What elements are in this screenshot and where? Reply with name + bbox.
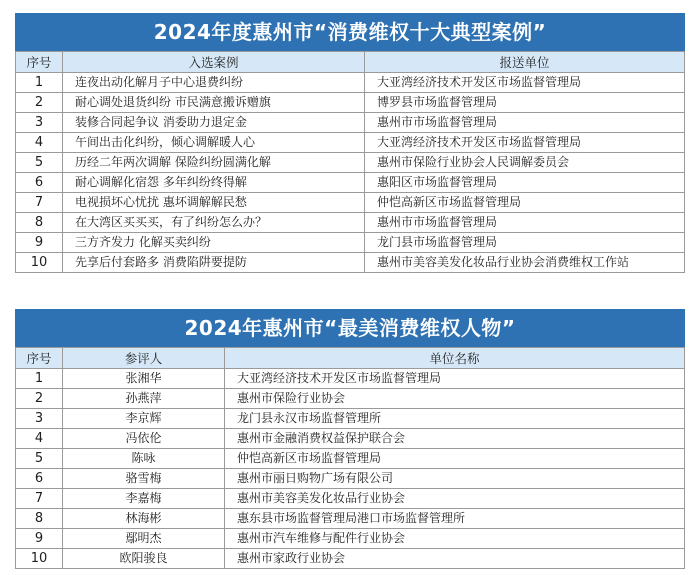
row-index: 4 <box>16 133 63 153</box>
table-row <box>16 133 685 153</box>
case-title: 装修合同起争议 消委助力退定金 <box>63 113 365 133</box>
case-title: 午间出击化纠纷，倾心调解暖人心 <box>63 133 365 153</box>
row-index: 8 <box>16 213 63 233</box>
row-index: 7 <box>16 193 63 213</box>
cases-section <box>15 13 685 273</box>
reporting-unit: 龙门县市场监督管理局 <box>365 233 685 253</box>
organization-name: 惠州市美容美发化妆品行业协会 <box>225 489 685 509</box>
organization-name: 惠州市家政行业协会 <box>225 549 685 569</box>
persons-table-title: 2024年惠州市“最美消费维权人物” <box>15 309 685 347</box>
case-title: 连夜出动化解月子中心退费纠纷 <box>63 73 365 93</box>
table-row <box>16 489 685 509</box>
organization-name: 惠州市汽车维修与配件行业协会 <box>225 529 685 549</box>
row-index: 9 <box>16 529 63 549</box>
reporting-unit: 惠州市美容美发化妆品行业协会消费维权工作站 <box>365 253 685 273</box>
reporting-unit: 惠阳区市场监督管理局 <box>365 173 685 193</box>
row-index: 3 <box>16 113 63 133</box>
row-index: 10 <box>16 253 63 273</box>
person-name: 李京辉 <box>63 409 225 429</box>
case-title: 先享后付套路多 消费陷阱要提防 <box>63 253 365 273</box>
table-row <box>16 73 685 93</box>
person-name: 骆雪梅 <box>63 469 225 489</box>
col-header-index: 序号 <box>16 52 63 73</box>
table-row <box>16 193 685 213</box>
row-index: 2 <box>16 93 63 113</box>
reporting-unit: 惠州市市场监督管理局 <box>365 213 685 233</box>
case-title: 三方齐发力 化解买卖纠纷 <box>63 233 365 253</box>
reporting-unit: 惠州市保险行业协会人民调解委员会 <box>365 153 685 173</box>
organization-name: 惠州市金融消费权益保护联合会 <box>225 429 685 449</box>
organization-name: 惠东县市场监督管理局港口市场监督管理所 <box>225 509 685 529</box>
table-row <box>16 213 685 233</box>
case-title: 耐心调解化宿怨 多年纠纷终得解 <box>63 173 365 193</box>
table-row <box>16 369 685 389</box>
organization-name: 大亚湾经济技术开发区市场监督管理局 <box>225 369 685 389</box>
person-name: 冯依伦 <box>63 429 225 449</box>
reporting-unit: 大亚湾经济技术开发区市场监督管理局 <box>365 73 685 93</box>
table-row <box>16 529 685 549</box>
person-name: 欧阳骏良 <box>63 549 225 569</box>
col-header-person: 参评人 <box>63 348 225 369</box>
row-index: 4 <box>16 429 63 449</box>
table-row <box>16 113 685 133</box>
row-index: 5 <box>16 153 63 173</box>
table-row <box>16 153 685 173</box>
col-header-case: 入选案例 <box>63 52 365 73</box>
reporting-unit: 仲恺高新区市场监督管理局 <box>365 193 685 213</box>
row-index: 7 <box>16 489 63 509</box>
row-index: 1 <box>16 73 63 93</box>
row-index: 5 <box>16 449 63 469</box>
organization-name: 惠州市丽日购物广场有限公司 <box>225 469 685 489</box>
table-row <box>16 469 685 489</box>
organization-name: 仲恺高新区市场监督管理局 <box>225 449 685 469</box>
row-index: 2 <box>16 389 63 409</box>
table-row <box>16 233 685 253</box>
person-name: 张湘华 <box>63 369 225 389</box>
row-index: 1 <box>16 369 63 389</box>
table-row <box>16 429 685 449</box>
col-header-organization: 单位名称 <box>225 348 685 369</box>
person-name: 李嘉梅 <box>63 489 225 509</box>
case-title: 电视损坏心忧扰 惠坏调解解民愁 <box>63 193 365 213</box>
row-index: 9 <box>16 233 63 253</box>
case-title: 历经二年两次调解 保险纠纷圆满化解 <box>63 153 365 173</box>
col-header-unit: 报送单位 <box>365 52 685 73</box>
row-index: 10 <box>16 549 63 569</box>
cases-table <box>15 51 685 273</box>
row-index: 3 <box>16 409 63 429</box>
reporting-unit: 惠州市市场监督管理局 <box>365 113 685 133</box>
person-name: 林海彬 <box>63 509 225 529</box>
table-row <box>16 173 685 193</box>
reporting-unit: 博罗县市场监督管理局 <box>365 93 685 113</box>
table-row <box>16 549 685 569</box>
persons-header-row <box>16 348 685 369</box>
table-row <box>16 509 685 529</box>
persons-section <box>15 309 685 569</box>
organization-name: 惠州市保险行业协会 <box>225 389 685 409</box>
table-row <box>16 409 685 429</box>
persons-table <box>15 347 685 569</box>
person-name: 陈咏 <box>63 449 225 469</box>
col-header-index: 序号 <box>16 348 63 369</box>
reporting-unit: 大亚湾经济技术开发区市场监督管理局 <box>365 133 685 153</box>
cases-table-title: 2024年度惠州市“消费维权十大典型案例” <box>15 13 685 51</box>
organization-name: 龙门县永汉市场监督管理所 <box>225 409 685 429</box>
person-name: 孙燕萍 <box>63 389 225 409</box>
cases-header-row <box>16 52 685 73</box>
row-index: 6 <box>16 173 63 193</box>
person-name: 鄢明杰 <box>63 529 225 549</box>
table-row <box>16 253 685 273</box>
table-row <box>16 449 685 469</box>
table-row <box>16 93 685 113</box>
row-index: 6 <box>16 469 63 489</box>
case-title: 在大湾区买买买，有了纠纷怎么办？ <box>63 213 365 233</box>
case-title: 耐心调处退货纠纷 市民满意搬诉赠旗 <box>63 93 365 113</box>
table-row <box>16 389 685 409</box>
row-index: 8 <box>16 509 63 529</box>
